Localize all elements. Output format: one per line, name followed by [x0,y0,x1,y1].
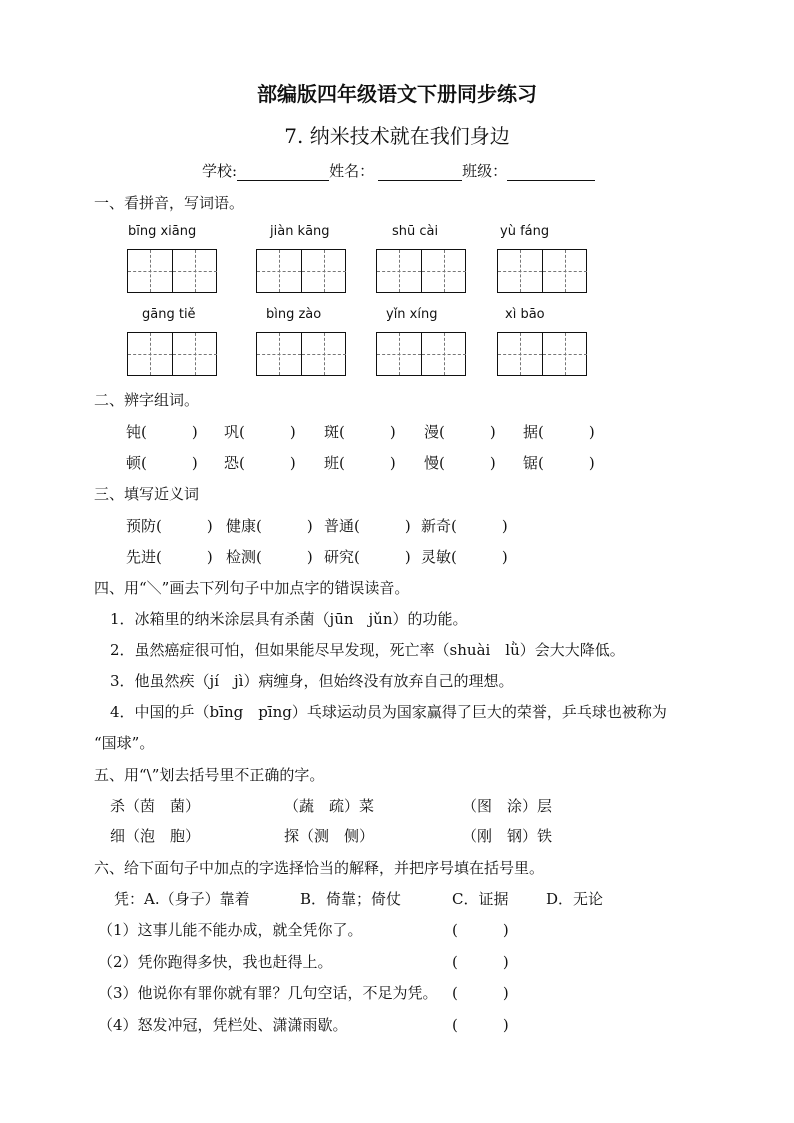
section2-heading: 二、辨字组词。 [94,391,200,409]
answer-blank[interactable]: ( ) [452,921,509,939]
pinyin-label: bìng zào [266,307,322,322]
option-d: D．无论 [546,890,604,908]
pronunciation-item: 3．他虽然疾（jí jì）病缠身，但始终没有放弃自己的理想。 [110,672,514,690]
pronunciation-item: 2．虽然癌症很可怕，但如果能尽早发现，死亡率（shuài lǜ）会大大降低。 [110,641,625,659]
school-blank[interactable] [237,164,329,181]
worksheet-title: 部编版四年级语文下册同步练习 [257,82,537,106]
meaning-item: （3）他说你有罪你就有罪？几句空话，不足为凭。 [98,984,438,1002]
pinyin-label: yǐn xíng [386,307,438,322]
synonym-item: 灵敏( ) [421,548,508,566]
character-choice-item: 探（测 侧） [284,827,375,845]
word-pair-item: 斑( ) [324,423,396,441]
section3-heading: 三、填写近义词 [94,485,200,503]
synonym-item: 健康( ) [226,517,313,535]
writing-grid[interactable] [497,249,587,293]
writing-grid[interactable] [376,332,466,376]
word-pair-item: 班( ) [324,454,396,472]
writing-grid[interactable] [376,249,466,293]
character-choice-item: （刚 钢）铁 [462,827,553,845]
pinyin-label: bīng xiāng [128,224,197,239]
meaning-item: （2）凭你跑得多快，我也赶得上。 [98,953,333,971]
lesson-title: 7. 纳米技术就在我们身边 [284,124,510,148]
section4-heading: 四、用“＼”画去下列句子中加点字的错误读音。 [94,579,410,597]
section6-heading: 六、给下面句子中加点的字选择恰当的解释，并把序号填在括号里。 [94,859,545,877]
meaning-item: （1）这事儿能不能办成，就全凭你了。 [98,921,363,939]
option-a: 凭：A.（身子）靠着 [114,890,250,908]
synonym-item: 预防( ) [126,517,213,535]
pronunciation-item-continued: “国球”。 [94,734,155,752]
pronunciation-item: 4．中国的乒（bīng pīng）乓球运动员为国家赢得了巨大的荣誉，乒乓球也被称为 [110,703,667,721]
synonym-item: 研究( ) [324,548,411,566]
writing-grid[interactable] [256,332,346,376]
synonym-item: 检测( ) [226,548,313,566]
school-label: 学校: [202,162,238,180]
word-pair-item: 慢( ) [424,454,496,472]
name-label: 姓名： [329,162,375,180]
option-c: C．证据 [452,890,509,908]
word-pair-item: 恐( ) [224,454,296,472]
writing-grid[interactable] [127,332,217,376]
word-pair-item: 顿( ) [126,454,198,472]
section1-heading: 一、看拼音，写词语。 [94,194,245,212]
synonym-item: 先进( ) [126,548,213,566]
pinyin-label: shū cài [392,224,439,239]
synonym-item: 新奇( ) [421,517,508,535]
writing-grid[interactable] [256,249,346,293]
writing-grid[interactable] [127,249,217,293]
word-pair-item: 漫( ) [424,423,496,441]
section5-heading: 五、用“\”划去括号里不正确的字。 [94,766,325,784]
pronunciation-item: 1．冰箱里的纳米涂层具有杀菌（jūn jǔn）的功能。 [110,610,468,628]
word-pair-item: 巩( ) [224,423,296,441]
option-b: B．倚靠；倚仗 [300,890,402,908]
pinyin-label: jiàn kāng [270,224,330,239]
character-choice-item: 杀（茵 菌） [110,797,201,815]
answer-blank[interactable]: ( ) [452,1016,509,1034]
pinyin-label: gāng tiě [142,307,196,322]
class-blank[interactable] [507,164,595,181]
pinyin-label: yù fáng [500,224,550,239]
class-label: 班级： [462,162,508,180]
student-info-line [202,160,595,181]
character-choice-item: （图 涂）层 [462,797,553,815]
word-pair-item: 据( ) [523,423,595,441]
writing-grid[interactable] [497,332,587,376]
synonym-item: 普通( ) [324,517,411,535]
word-pair-item: 钝( ) [126,423,198,441]
answer-blank[interactable]: ( ) [452,953,509,971]
answer-blank[interactable]: ( ) [452,984,509,1002]
pinyin-label: xì bāo [505,307,545,322]
character-choice-item: （蔬 疏）菜 [284,797,375,815]
name-blank[interactable] [378,164,462,181]
meaning-item: （4）怒发冲冠，凭栏处、潇潇雨歇。 [98,1016,348,1034]
word-pair-item: 锯( ) [523,454,595,472]
character-choice-item: 细（泡 胞） [110,827,201,845]
